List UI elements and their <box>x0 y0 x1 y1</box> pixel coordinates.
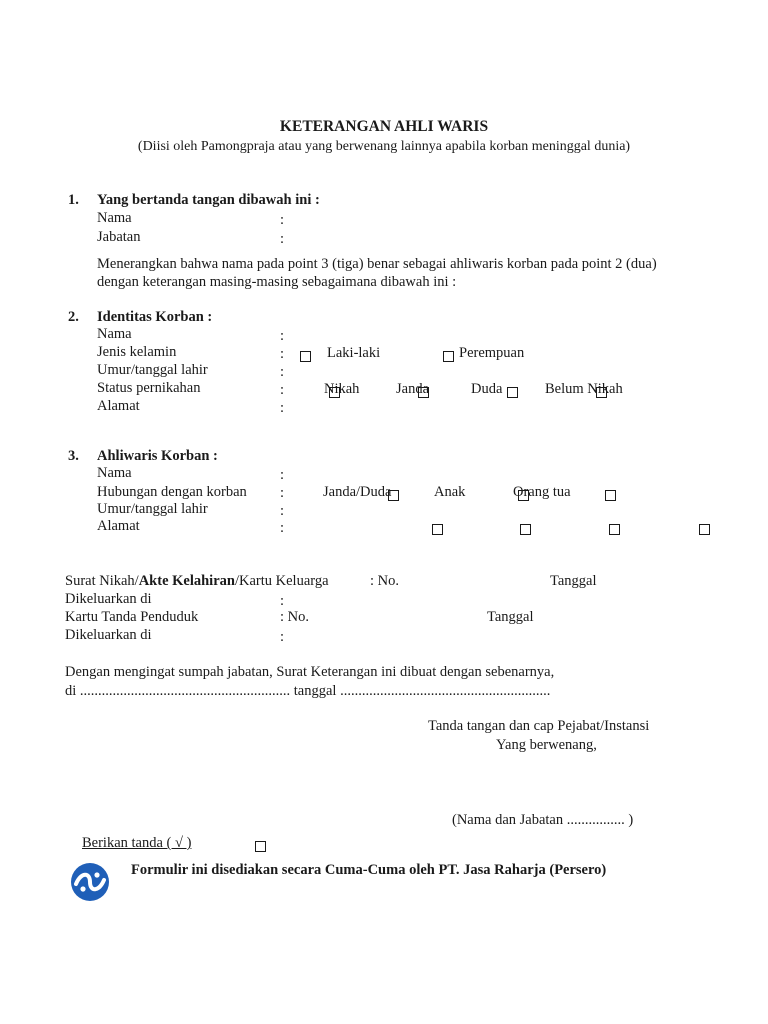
option-nikah: Nikah <box>324 381 360 397</box>
section3-label-hubungan: Hubungan dengan korban <box>97 484 247 500</box>
colon: : <box>280 231 285 247</box>
oath-line1: Dengan mengingat sumpah jabatan, Surat Keterangan ini dibuat dengan sebenarnya, <box>65 664 555 680</box>
checkbox-alamat-1[interactable] <box>432 524 443 535</box>
form-subtitle: (Diisi oleh Pamongpraja atau yang berwenang lainnya apabila korban meninggal dunia) <box>137 139 631 154</box>
section3-label-nama: Nama <box>97 465 132 481</box>
jasa-raharja-logo <box>70 862 110 902</box>
colon: : <box>280 346 285 362</box>
section3-heading: Ahliwaris Korban : <box>97 448 218 464</box>
signature-name-line: (Nama dan Jabatan ................ ) <box>452 812 634 828</box>
footer-note: Formulir ini disediakan secara Cuma-Cuma oleh PT. Jasa Raharja (Persero) <box>131 862 607 878</box>
section2-label-umur: Umur/tanggal lahir <box>97 362 208 378</box>
option-laki-laki: Laki-laki <box>327 345 381 361</box>
section2-label-status: Status pernikahan <box>97 380 201 396</box>
colon: : <box>280 593 285 609</box>
checkbox-laki-laki[interactable] <box>300 351 311 362</box>
section2-label-nama: Nama <box>97 326 132 342</box>
colon: : <box>280 467 285 483</box>
section2-number: 2. <box>68 309 79 325</box>
section3-label-alamat: Alamat <box>97 518 140 534</box>
surat-tanggal-label: Tanggal <box>550 573 597 589</box>
section2-heading: Identitas Korban : <box>97 309 213 325</box>
ktp-no-label: : No. <box>280 609 309 625</box>
section2-label-jenis-kelamin: Jenis kelamin <box>97 344 177 360</box>
surat-no-label: : No. <box>370 573 399 589</box>
surat-nikah-label <box>65 573 329 590</box>
oath-line2: di .......................................................... tanggal .......................................................... <box>65 683 551 699</box>
colon: : <box>280 485 285 501</box>
colon: : <box>280 382 285 398</box>
ktp-tanggal-label: Tanggal <box>487 609 534 625</box>
section3-label-umur: Umur/tanggal lahir <box>97 501 208 517</box>
colon: : <box>280 400 285 416</box>
section1-heading: Yang bertanda tangan dibawah ini : <box>97 192 320 208</box>
section1-paragraph-line1: Menerangkan bahwa nama pada point 3 (tiga) benar sebagai ahliwaris korban pada point 2 (dua) <box>97 256 657 272</box>
option-perempuan: Perempuan <box>459 345 525 361</box>
dikeluarkan-label-1: Dikeluarkan di <box>65 591 152 607</box>
dikeluarkan-label-2: Dikeluarkan di <box>65 627 152 643</box>
ktp-label: Kartu Tanda Penduduk <box>65 609 199 625</box>
option-janda: Janda <box>396 381 430 397</box>
section1-number: 1. <box>68 192 79 208</box>
surat-suffix: /Kartu Keluarga <box>234 573 329 589</box>
option-janda-duda: Janda/Duda <box>323 484 392 500</box>
colon: : <box>280 364 285 380</box>
surat-prefix: Surat Nikah/ <box>65 573 139 589</box>
signature-line2: Yang berwenang, <box>496 737 597 753</box>
option-duda: Duda <box>471 381 503 397</box>
colon: : <box>280 328 285 344</box>
instruction-text: Berikan tanda ( √ ) <box>82 835 192 851</box>
checkbox-orang-tua[interactable] <box>605 490 616 501</box>
section1-label-nama: Nama <box>97 210 132 226</box>
colon: : <box>280 212 285 228</box>
option-belum-nikah: Belum Nikah <box>545 381 623 397</box>
section3-number: 3. <box>68 448 79 464</box>
checkbox-perempuan[interactable] <box>443 351 454 362</box>
signature-line1: Tanda tangan dan cap Pejabat/Instansi <box>428 718 650 734</box>
option-orang-tua: Orang tua <box>513 484 571 500</box>
section1-label-jabatan: Jabatan <box>97 229 141 245</box>
colon: : <box>280 520 285 536</box>
option-anak: Anak <box>434 484 466 500</box>
section1-paragraph-line2: dengan keterangan masing-masing sebagaimana dibawah ini : <box>97 274 457 290</box>
akte-kelahiran-text: Akte Kelahiran <box>138 573 235 589</box>
checkbox-icon <box>255 841 266 852</box>
checkbox-alamat-2[interactable] <box>520 524 531 535</box>
section2-label-alamat: Alamat <box>97 398 140 414</box>
checkbox-alamat-4[interactable] <box>699 524 710 535</box>
checkbox-duda[interactable] <box>507 387 518 398</box>
form-title: KETERANGAN AHLI WARIS <box>279 118 489 135</box>
colon: : <box>280 629 285 645</box>
checkbox-alamat-3[interactable] <box>609 524 620 535</box>
colon: : <box>280 503 285 519</box>
